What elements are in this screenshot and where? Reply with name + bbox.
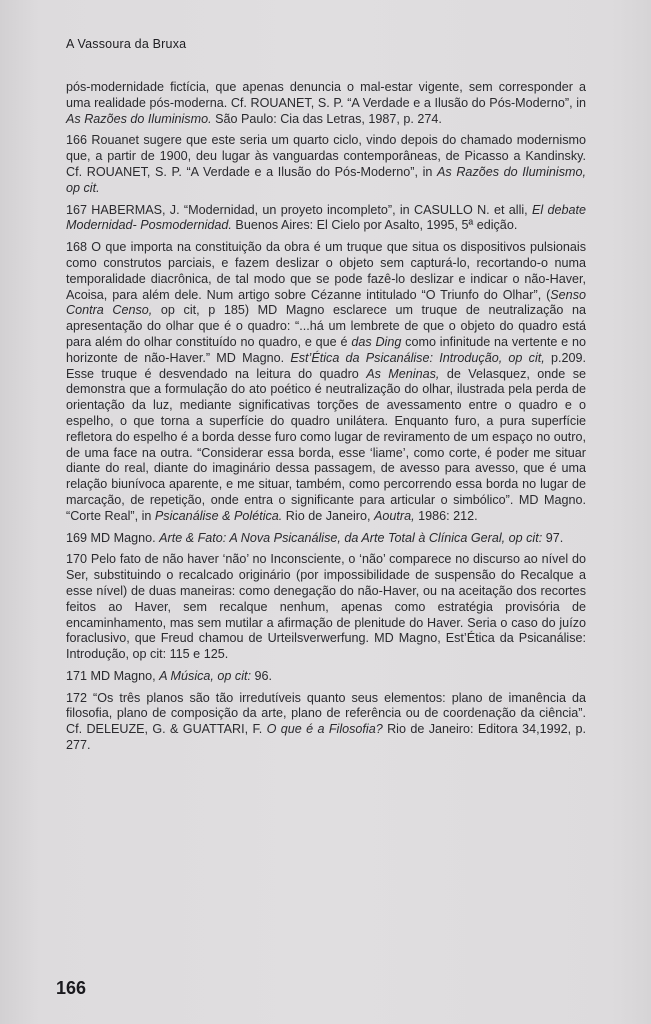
note-italic-text: Psicanálise & Polética. — [154, 508, 283, 523]
endnotes-list — [66, 80, 586, 760]
note-italic-text: Aoutra, — [374, 508, 415, 523]
note-text: op cit, p 185) MD Magno esclarece um truque de neutralização na apresentação do olhar que é o quadro: “...há um lembrete de que o objeto do quadro está para além do olhar constituído no quadro, e que é — [66, 303, 587, 349]
note-text: 96. — [251, 668, 273, 683]
page-number: 166 — [56, 978, 87, 998]
note-italic-text: das Ding — [351, 334, 402, 349]
note-172 — [66, 691, 586, 754]
note-text: 168 O que importa na constituição da obra é um truque que situa os dispositivos pulsionais como construtos parciais, e fazem deslizar o objeto sem capturá-lo, recortando-o numa temporalidade diacrônica, de tal modo que se pode fazê-lo deslizar e indicar o não-Haver, Acoisa, para além dele. Num artigo sobre Cézanne intitulado “O Triunfo do Olhar”, ( — [66, 240, 586, 302]
note-167 — [66, 203, 586, 235]
note-166 — [66, 133, 586, 196]
note-italic-text: Est’Ética da Psicanálise: Introdução, op cit, — [290, 350, 545, 365]
note-text: p.209. Esse truque é desvendado na leitura do quadro — [66, 350, 587, 381]
note-text: pós-modernidade fictícia, que apenas denuncia o mal-estar vigente, sem corresponder a uma realidade pós-moderna. Cf. ROUANET, S. P. “A Verdade e a Ilusão do Pós-Moderno”, in — [66, 80, 586, 110]
note-italic-text: Arte & Fato: A Nova Psicanálise, da Arte Total à Clínica Geral, op cit: — [159, 530, 543, 545]
note-text: 166 Rouanet sugere que este seria um quarto ciclo, vindo depois do chamado modernismo que, a partir de 1900, deu lugar às vanguardas contemporâneas, de Picasso a Kandinsky. Cf. ROUANET, S. P. “A Verdade e a Ilusão do Pós-Moderno”, in — [66, 133, 586, 179]
note-italic-text: Senso Contra Censo, — [66, 287, 586, 318]
note-text: 170 Pelo fato de não haver ‘não’ no Inconsciente, o ‘não’ comparece no discurso ao nível do Ser, substituindo o recalcado originário (por impossibilidade de suspensão do Recalque a esse nível) de duas maneiras: como denegação do não-Haver, ou na aceitação dos recortes feitos ao Haver, sem recalque nenhum, apenas como estratégia provisória de encaminhamento, mas sem mutilar a afirmação de plenitude do Haver. Seria o caso do juízo foraclusivo, que Freud chamou de Urteilsverwerfung. MD Magno, Est’Ética da Psicanálise: Introdução, op cit: 115 e 125. — [66, 552, 586, 662]
note-italic-text: As Meninas, — [366, 366, 440, 381]
note-text: 172 “Os três planos são tão irredutíveis quanto seus elementos: plano de imanência da filosofia, plano de composição da arte, plano de referência ou de coordenação da ciência”. Cf. DELEUZE, G. & GUATTARI, F. — [66, 690, 586, 737]
note-text: 171 MD Magno, — [66, 668, 160, 683]
note-text: 167 HABERMAS, J. “Modernidad, un proyeto incompleto”, in CASULLO N. et alli, — [66, 202, 532, 217]
note-italic-text: As Razões do Iluminismo. — [66, 111, 212, 126]
note-italic-text: As Razões do Iluminismo, op cit. — [66, 164, 586, 195]
note-italic-text: O que é a Filosofia? — [266, 722, 383, 737]
note-text: Buenos Aires: El Cielo por Asalto, 1995, 5ª edição. — [231, 218, 518, 233]
note-168 — [66, 240, 586, 524]
note-169 — [66, 531, 586, 547]
note-text: Rio de Janeiro: Editora 34,1992, p. 277. — [66, 722, 586, 753]
note-italic-text: El debate Modernidad- Posmodernidad. — [66, 202, 586, 233]
note-text: 97. — [542, 530, 564, 545]
note-text: 169 MD Magno. — [66, 530, 160, 545]
running-title: A Vassoura da Bruxa — [66, 37, 187, 51]
note-text: 1986: 212. — [414, 508, 478, 523]
note-171 — [66, 669, 586, 685]
note-170 — [66, 552, 586, 663]
note-italic-text: A Música, op cit: — [159, 668, 252, 683]
note-text: Rio de Janeiro, — [282, 508, 375, 523]
note-text: como infinitude na vertente e no horizonte de não-Haver.” MD Magno. — [66, 334, 586, 365]
note-text: de Velasquez, onde se demonstra que a formulação do ato poético é neutralização do olhar, ilustrada pela perda de orientação da luz, mediante significativas torções de avessamento entre o quadro e o espelho, o que torna a superfície do quadro unilátera. Enquanto furo, a pura superfície refletora do espelho é a borda desse furo como lugar de reviramento de um espaço no outro, de uma face na outra. “Considerar essa borda, esse ‘liame’, como corte, é poder me situar diante do real, diante do imaginário dessa passagem, de avesso para avesso, que é uma relação biunívoca aparente, e me situar, também, como percorrendo essa borda no lugar de marcação, de repetição, onde entra o significante para articular o simbólico”. MD Magno. “Corte Real”, in — [66, 366, 587, 523]
note-text: São Paulo: Cia das Letras, 1987, p. 274. — [211, 111, 442, 126]
note-continuation — [66, 80, 586, 127]
